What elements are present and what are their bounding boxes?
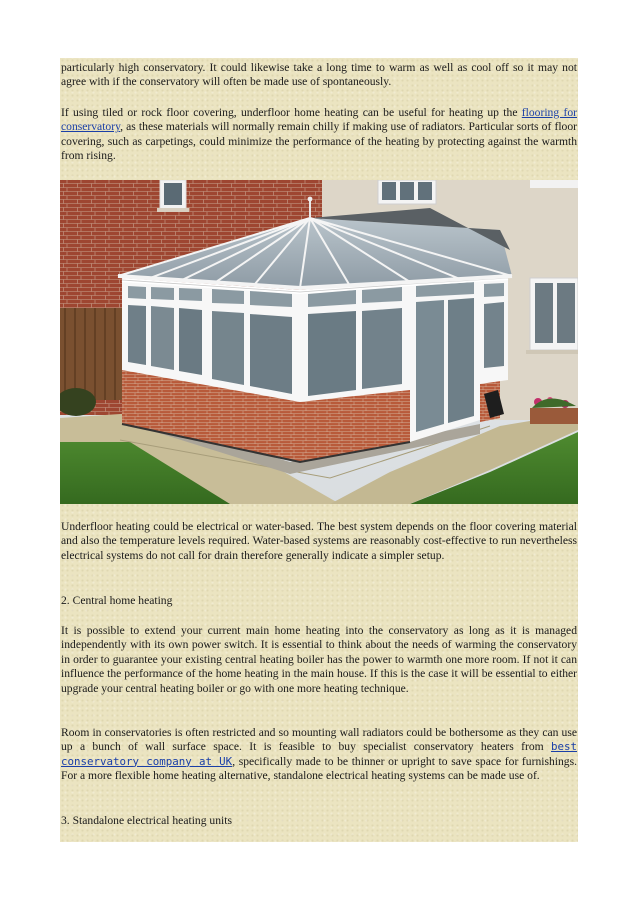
conservatory-photo	[60, 180, 578, 504]
paragraph-text: , specifically made to be thinner or upright to save space for furnishings. For a more flexible home heating alternative, standalone electrical heating systems can be made use of.	[61, 754, 577, 783]
paragraph-text: If using tiled or rock floor covering, underfloor home heating can be useful for heating up the	[61, 106, 522, 119]
paragraph-central-heating: It is possible to extend your current main home heating into the conservatory as long as it is managed independently with its own power switch. It is essential to think about the needs of warming the conservatory in order to guarantee your existing central heating boiler has the power to warmth one more room. If not it can influence the performance of the home heating in the main house. If this is the case it will be essential to either upgrade your central heating boiler or go with one more heating technique.	[61, 624, 577, 695]
paragraph-underfloor-types: Underfloor heating could be electrical or water-based. The best system depends on the floor covering material and also the temperature levels required. Water-based systems are reasonably cost-effective to run nevertheless electrical systems do not call for drain therefore generally indicate a simpler setup.	[61, 520, 577, 562]
best-conservatory-company-link[interactable]: best conservatory company at UK	[61, 740, 577, 768]
paragraph-conservatory-heaters	[61, 726, 577, 784]
heading-central-home-heating: 2. Central home heating	[61, 594, 173, 607]
paragraph-text: , as these materials will normally remain chilly if making use of radiators. Particular sorts of floor covering, such as carpetings, could minimize the performance of the heating by protecting against the warmth from rising.	[61, 120, 577, 163]
flooring-for-conservatory-link[interactable]: flooring for conservatory	[61, 106, 577, 134]
paragraph-intro-continuation: particularly high conservatory. It could likewise take a long time to warm as well as cool off so it may not agree with if the conservatory will often be made use of spontaneously.	[61, 61, 577, 89]
heading-standalone-heating: 3. Standalone electrical heating units	[61, 814, 232, 827]
paragraph-text: Room in conservatories is often restricted and so mounting wall radiators could be bothersome as they can use up a bunch of wall surface space. It is feasible to buy specialist conservatory heaters from	[61, 726, 577, 754]
document-page	[60, 58, 578, 842]
paragraph-underfloor-tiles	[61, 106, 577, 164]
